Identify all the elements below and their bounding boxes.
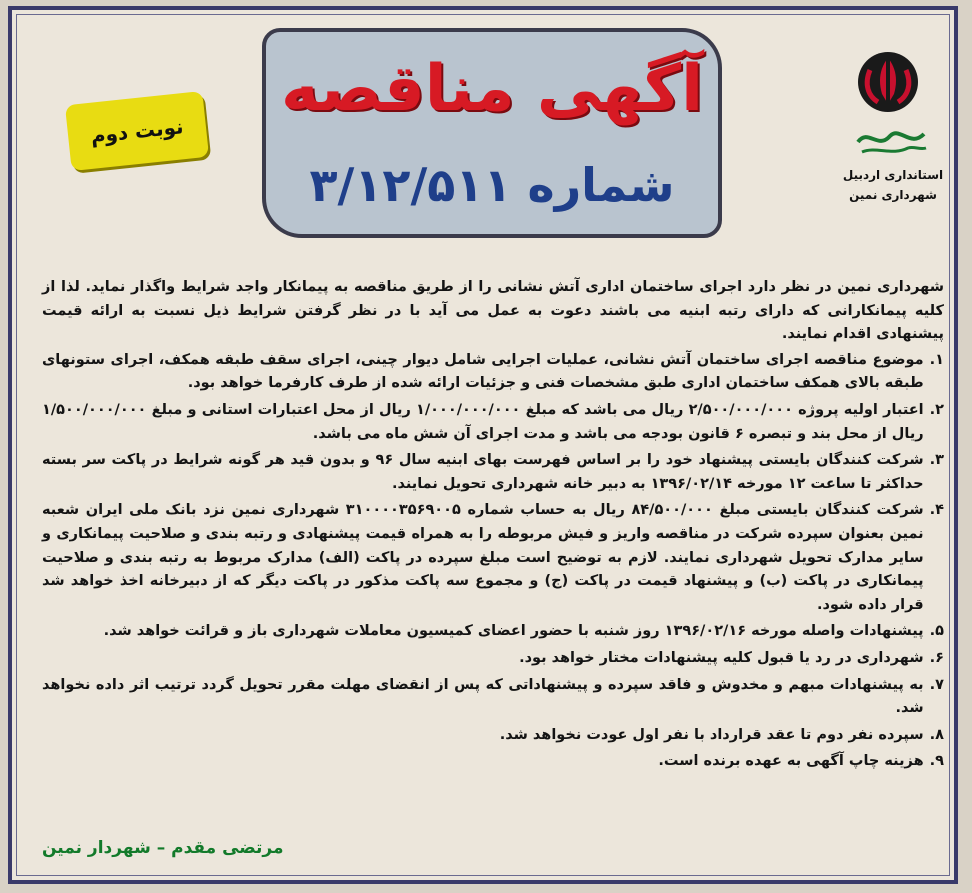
logo-script-mark — [852, 120, 932, 160]
iran-emblem-icon — [856, 50, 920, 114]
item-text: سپرده نفر دوم تا عقد قرارداد با نفر اول عودت نخواهد شد. — [499, 726, 924, 743]
item-number: ۹. — [929, 753, 944, 770]
logo-province-text: استانداری اردبیل — [842, 168, 944, 182]
list-item — [42, 620, 944, 644]
notice-title: آگهی مناقصه — [281, 52, 703, 126]
list-item — [42, 449, 944, 496]
list-item — [42, 724, 944, 748]
item-number: ۳. — [929, 452, 944, 469]
municipality-logo — [838, 50, 948, 220]
notice-page — [8, 6, 958, 884]
item-text: شهرداری در رد یا قبول کلیه پیشنهادات مختار خواهد بود. — [519, 649, 924, 666]
item-number: ۸. — [929, 726, 944, 743]
badge-label: نوبت دوم — [89, 114, 185, 148]
header-banner — [262, 28, 722, 238]
item-text: شرکت کنندگان بایستی پیشنهاد خود را بر اساس فهرست بهای ابنیه سال ۹۶ و بدون قید هر گونه شرایط در پاکت سر بسته حداکثر تا ساعت ۱۲ مورخه ۱۳۹۶/۰۲/۱۴ به دبیر خانه شهرداری تحویل نمایند. — [42, 452, 924, 492]
list-item — [42, 750, 944, 774]
logo-municipality-text: شهرداری نمین — [849, 188, 937, 202]
item-number: ۵. — [929, 623, 944, 640]
item-text: پیشنهادات واصله مورخه ۱۳۹۶/۰۲/۱۶ روز شنبه با حضور اعضای کمیسیون معاملات شهرداری باز و قرائت خواهد شد. — [103, 623, 924, 640]
item-text: به پیشنهادات مبهم و مخدوش و فاقد سپرده و پیشنهاداتی که پس از انقضای مهلت مقرر تحویل گردد ترتیب اثر داده نخواهد شد. — [42, 676, 924, 717]
item-text: هزینه چاپ آگهی به عهده برنده است. — [658, 753, 924, 770]
list-item — [42, 647, 944, 671]
list-item — [42, 499, 944, 617]
mayor-signature: مرتضی مقدم – شهردار نمین — [42, 838, 284, 858]
item-number: ۲. — [929, 401, 944, 418]
list-item — [42, 349, 944, 396]
item-text: شرکت کنندگان بایستی مبلغ ۸۴/۵۰۰/۰۰۰ ریال به حساب شماره ۳۱۰۰۰۰۳۵۶۹۰۰۵ شهرداری نمین نزد بانک ملی ایران شعبه نمین بعنوان سپرده شرکت در مناقصه واریز و فیش مربوطه را به همراه قیمت پیشنهادی و رتبه بندی و صلاحیت پیمانکاری و سایر مدارک تحویل شهرداری نمایند. لازم به توضیح است مبلغ سپرده در پاکت (الف) مدارک مربوط به رتبه بندی و صلاحیت پیمانکاری در پاکت (ب) و پیشنهاد قیمت در پاکت (ج) و مجموع سه پاکت مذکور در پاکت دیگر که از دبیرخانه اخذ خواهد شد قرار داده شود. — [42, 502, 924, 613]
notice-number: شماره ۳/۱۲/۵۱۱ — [309, 158, 675, 212]
list-item — [42, 399, 944, 446]
notice-body — [42, 276, 944, 777]
list-item — [42, 674, 944, 721]
item-number: ۷. — [929, 676, 944, 693]
item-number: ۱. — [929, 351, 944, 368]
item-text: اعتبار اولیه پروژه ۲/۵۰۰/۰۰۰/۰۰۰ ریال می باشد که مبلغ ۱/۰۰۰/۰۰۰/۰۰۰ ریال از محل اعتبارات استانی و مبلغ ۱/۵۰۰/۰۰۰/۰۰۰ ریال از محل بند و تبصره ۶ قانون بودجه می باشد و مدت اجرای آن شش ماه می باشد. — [42, 401, 924, 442]
notice-intro: شهرداری نمین در نظر دارد اجرای ساختمان اداری آتش نشانی را از طریق مناقصه به پیمانکار واجد شرایط واگذار نماید. لذا از کلیه پیمانکارانی که دارای رتبه ابنیه می باشند دعوت به عمل می آید با در نظر گرفتن شرایط ذیل نسبت به ارائه قیمت پیشنهادی اقدام نمایند. — [42, 279, 944, 343]
item-number: ۶. — [929, 649, 944, 666]
item-number: ۴. — [929, 502, 944, 519]
item-text: موضوع مناقصه اجرای ساختمان آتش نشانی، عملیات اجرایی شامل دیوار چینی، اجرای سقف طبقه همکف، اجرای ستونهای طبقه بالای همکف ساختمان اداری طبق مشخصات فنی و جزئیات ارائه شده از طرف کارفرما خواهد بود. — [42, 351, 924, 392]
